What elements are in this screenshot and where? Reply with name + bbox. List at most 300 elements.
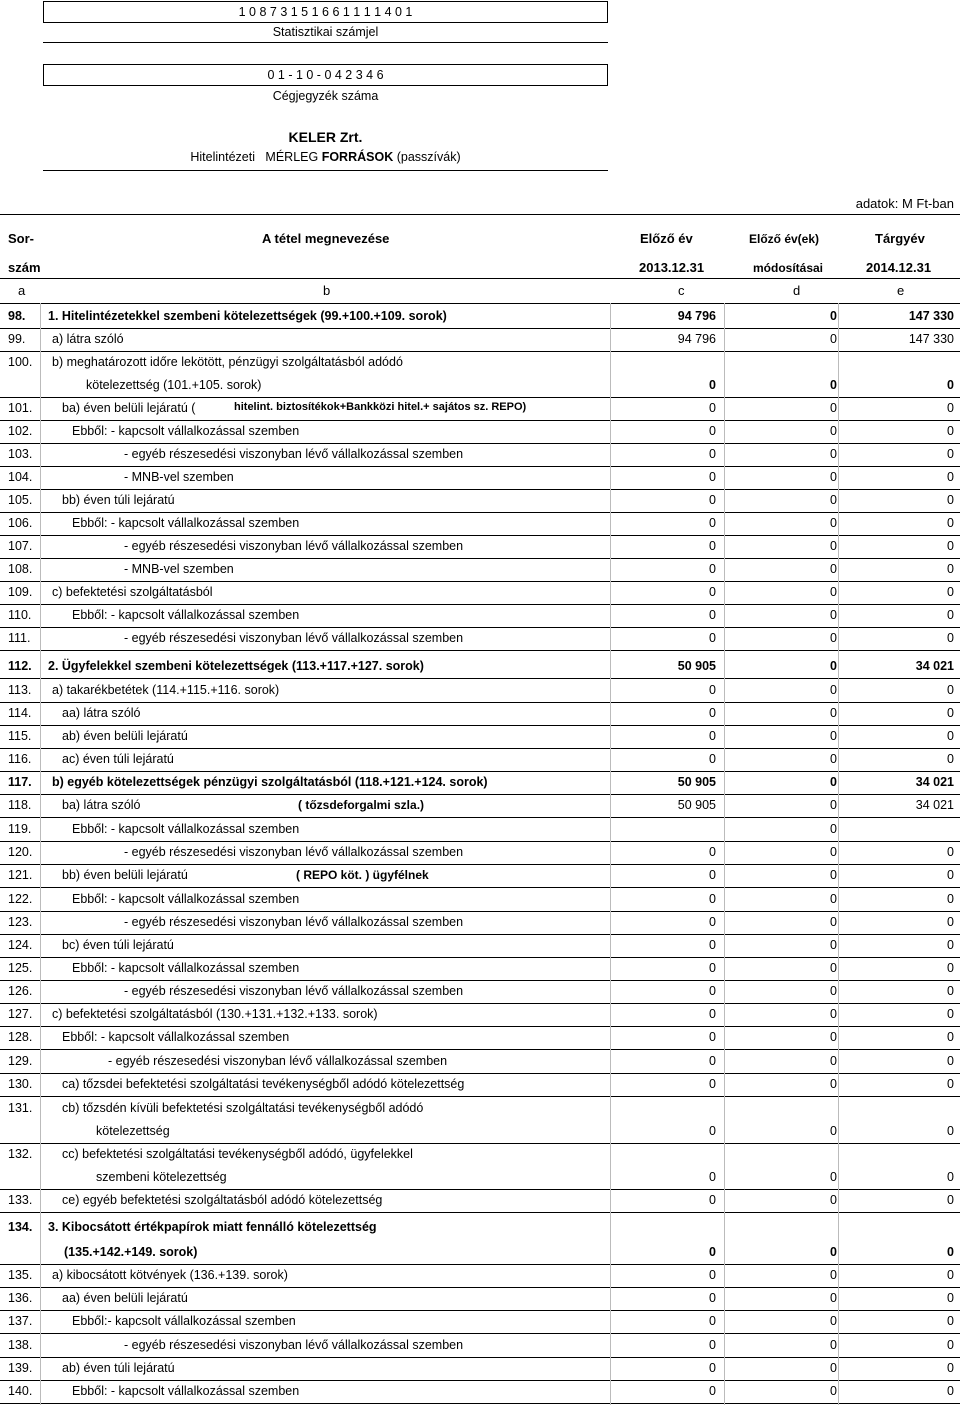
value-current-year: 0	[947, 961, 954, 975]
row-label: - egyéb részesedési viszonyban lévő vállalkozással szemben	[124, 631, 464, 645]
value-modification: 0	[830, 798, 837, 812]
row-divider	[0, 650, 960, 651]
table-row	[0, 957, 960, 980]
row-number: 100.	[8, 355, 33, 369]
value-prev-year: 0	[709, 608, 716, 622]
table-row	[0, 1287, 960, 1310]
row-number: 108.	[8, 562, 33, 576]
stat-code: 1 0 8 7 3 1 5 1 6 6 1 1 1 1 4 0 1	[238, 5, 413, 19]
table-row	[0, 818, 960, 841]
divider	[0, 303, 960, 304]
value-prev-year: 0	[709, 1314, 716, 1328]
value-prev-year: 0	[709, 539, 716, 553]
value-current-year: 0	[947, 1054, 954, 1068]
row-label: - egyéb részesedési viszonyban lévő vállalkozással szemben	[124, 915, 464, 929]
table-row	[0, 558, 960, 581]
row-label: cb) tőzsdén kívüli befektetési szolgáltatási tevékenységből adódó	[62, 1101, 424, 1115]
table-row	[0, 466, 960, 489]
row-label: b) meghatározott időre lekötött, pénzügyi szolgáltatásból adódó	[52, 355, 403, 369]
value-current-year: 0	[947, 683, 954, 697]
table-row	[0, 535, 960, 558]
row-number: 133.	[8, 1193, 33, 1207]
row-label: b) egyéb kötelezettségek pénzügyi szolgáltatásból (118.+121.+124. sorok)	[52, 775, 488, 789]
col-letter-e: e	[897, 283, 905, 298]
value-current-year: 147 330	[908, 332, 954, 346]
value-current-year: 0	[947, 1338, 954, 1352]
value-prev-year: 0	[709, 892, 716, 906]
value-prev-year: 0	[709, 516, 716, 530]
value-modification: 0	[830, 1054, 837, 1068]
row-label: - egyéb részesedési viszonyban lévő vállalkozással szemben	[124, 447, 464, 461]
stat-code-label: Statisztikai számjel	[272, 25, 379, 39]
row-label: Ebből: - kapcsolt vállalkozással szemben	[72, 1384, 300, 1398]
value-prev-year: 0	[709, 1384, 716, 1398]
value-prev-year: 50 905	[677, 798, 716, 812]
table-row	[0, 1264, 960, 1287]
row-number: 120.	[8, 845, 33, 859]
value-current-year: 0	[947, 1193, 954, 1207]
column-divider	[610, 303, 611, 1405]
row-number: 101.	[8, 401, 33, 415]
col-letter-d: d	[793, 283, 801, 298]
value-modification: 0	[830, 470, 837, 484]
table-row	[0, 655, 960, 678]
row-label: 3. Kibocsátott értékpapírok miatt fennálló kötelezettség	[48, 1220, 377, 1234]
row-number: 123.	[8, 915, 33, 929]
reg-code: 0 1 - 1 0 - 0 4 2 3 4 6	[267, 68, 384, 82]
row-number: 140.	[8, 1384, 33, 1398]
value-current-year: 34 021	[915, 798, 954, 812]
value-prev-year: 94 796	[677, 309, 716, 323]
row-number: 134.	[8, 1220, 33, 1234]
row-number: 109.	[8, 585, 33, 599]
row-number: 131.	[8, 1101, 33, 1115]
value-prev-year: 0	[709, 631, 716, 645]
value-modification: 0	[830, 915, 837, 929]
row-label: aa) látra szóló	[62, 706, 141, 720]
value-modification: 0	[830, 1124, 837, 1138]
row-number: 135.	[8, 1268, 33, 1282]
table-row	[0, 489, 960, 512]
value-modification: 0	[830, 608, 837, 622]
value-modification: 0	[830, 424, 837, 438]
value-current-year: 0	[947, 401, 954, 415]
row-label: cc) befektetési szolgáltatási tevékenységből adódó, ügyfelekkel	[62, 1147, 413, 1161]
row-label-note: ( tőzsdeforgalmi szla.)	[298, 798, 425, 812]
reg-code-label: Cégjegyzék száma	[272, 89, 379, 103]
row-number: 118.	[8, 798, 32, 812]
value-modification: 0	[830, 752, 837, 766]
value-current-year: 0	[947, 1384, 954, 1398]
row-number: 125.	[8, 961, 33, 975]
table-row	[0, 443, 960, 466]
row-label: bb) éven túli lejáratú	[62, 493, 175, 507]
value-modification: 0	[830, 961, 837, 975]
value-modification: 0	[830, 938, 837, 952]
row-label: Ebből: - kapcsolt vállalkozással szemben	[72, 516, 300, 530]
value-modification: 0	[830, 1007, 837, 1021]
table-row	[0, 934, 960, 957]
row-label: aa) éven belüli lejáratú	[62, 1291, 188, 1305]
row-number: 137.	[8, 1314, 33, 1328]
divider	[43, 170, 608, 171]
value-current-year: 0	[947, 984, 954, 998]
value-modification: 0	[830, 729, 837, 743]
value-modification: 0	[830, 585, 837, 599]
value-current-year: 147 330	[908, 309, 954, 323]
row-number: 112.	[8, 659, 32, 673]
table-row	[0, 794, 960, 817]
row-number: 103.	[8, 447, 33, 461]
value-modification: 0	[830, 845, 837, 859]
divider	[0, 278, 960, 279]
value-prev-year: 0	[709, 1170, 716, 1184]
value-current-year: 0	[947, 1361, 954, 1375]
value-prev-year: 0	[709, 562, 716, 576]
value-modification: 0	[830, 984, 837, 998]
value-current-year: 0	[947, 539, 954, 553]
row-number: 98.	[8, 309, 26, 323]
table-row	[0, 351, 960, 397]
value-current-year: 0	[947, 1170, 954, 1184]
table-row	[0, 627, 960, 650]
table-row	[0, 1143, 960, 1189]
value-prev-year: 0	[709, 585, 716, 599]
row-label: c) befektetési szolgáltatásból	[52, 585, 213, 599]
value-prev-year: 0	[709, 447, 716, 461]
row-number: 139.	[8, 1361, 33, 1375]
row-number: 122.	[8, 892, 33, 906]
row-label: c) befektetési szolgáltatásból (130.+131.+132.+133. sorok)	[52, 1007, 378, 1021]
value-modification: 0	[830, 1193, 837, 1207]
value-current-year: 0	[947, 424, 954, 438]
table-row	[0, 725, 960, 748]
value-modification: 0	[830, 868, 837, 882]
value-current-year: 0	[947, 915, 954, 929]
value-prev-year: 0	[709, 424, 716, 438]
row-number: 119.	[8, 822, 32, 836]
col-letter-a: a	[18, 283, 26, 298]
value-current-year: 0	[947, 562, 954, 576]
value-current-year: 0	[947, 938, 954, 952]
value-current-year: 0	[947, 378, 954, 392]
row-number: 127.	[8, 1007, 33, 1021]
col-letter-c: c	[678, 283, 685, 298]
col-letter-b: b	[323, 283, 331, 298]
value-modification: 0	[830, 1077, 837, 1091]
value-prev-year: 50 905	[677, 659, 716, 673]
table-row	[0, 1380, 960, 1403]
row-label: ac) éven túli lejáratú	[62, 752, 174, 766]
table-row	[0, 1003, 960, 1026]
table-row	[0, 305, 960, 328]
value-prev-year: 0	[709, 1193, 716, 1207]
col-sor: Sor-	[8, 231, 34, 246]
value-current-year: 0	[947, 1124, 954, 1138]
value-prev-year: 0	[709, 1245, 716, 1259]
value-prev-year: 0	[709, 915, 716, 929]
value-current-year: 0	[947, 1314, 954, 1328]
row-label: a) takarékbetétek (114.+115.+116. sorok)	[52, 683, 280, 697]
value-modification: 0	[830, 516, 837, 530]
row-label: - egyéb részesedési viszonyban lévő vállalkozással szemben	[124, 1338, 464, 1352]
unit-label: adatok: M Ft-ban	[855, 196, 954, 211]
value-current-year: 0	[947, 752, 954, 766]
value-modification: 0	[830, 775, 837, 789]
value-modification: 0	[830, 1384, 837, 1398]
table-row	[0, 1189, 960, 1212]
row-label: ab) éven belüli lejáratú	[62, 729, 188, 743]
value-prev-year: 0	[709, 868, 716, 882]
row-label-cont: kötelezettség	[96, 1124, 170, 1138]
row-number: 105.	[8, 493, 33, 507]
value-modification: 0	[830, 378, 837, 392]
value-prev-year: 0	[709, 1077, 716, 1091]
report-title	[43, 150, 608, 164]
row-number: 110.	[8, 608, 32, 622]
row-label: Ebből: - kapcsolt vállalkozással szemben	[62, 1030, 290, 1044]
row-label: ba) látra szóló	[62, 798, 141, 812]
value-prev-year: 50 905	[677, 775, 716, 789]
value-prev-year: 0	[709, 401, 716, 415]
col-mod: Előző év(ek)	[749, 232, 820, 246]
table-row	[0, 604, 960, 627]
value-current-year: 0	[947, 1268, 954, 1282]
value-modification: 0	[830, 1245, 837, 1259]
value-modification: 0	[830, 706, 837, 720]
value-prev-year: 0	[709, 470, 716, 484]
value-prev-year: 0	[709, 1291, 716, 1305]
table-row	[0, 864, 960, 887]
value-prev-year: 0	[709, 378, 716, 392]
value-current-year: 0	[947, 516, 954, 530]
row-number: 113.	[8, 683, 32, 697]
row-number: 114.	[8, 706, 32, 720]
row-number: 124.	[8, 938, 33, 952]
table-row	[0, 888, 960, 911]
table-row	[0, 771, 960, 794]
value-modification: 0	[830, 659, 837, 673]
table-row	[0, 1334, 960, 1357]
row-number: 106.	[8, 516, 33, 530]
value-modification: 0	[830, 332, 837, 346]
row-label: a) látra szóló	[52, 332, 124, 346]
value-current-year: 0	[947, 608, 954, 622]
value-current-year: 0	[947, 1077, 954, 1091]
table-row	[0, 1216, 960, 1264]
row-number: 138.	[8, 1338, 33, 1352]
value-modification: 0	[830, 683, 837, 697]
row-number: 129.	[8, 1054, 33, 1068]
value-prev-year: 0	[709, 752, 716, 766]
value-modification: 0	[830, 447, 837, 461]
row-label: 2. Ügyfelekkel szembeni kötelezettségek (113.+117.+127. sorok)	[48, 659, 424, 673]
title-part-3: FORRÁSOK	[321, 150, 394, 164]
table-row	[0, 397, 960, 420]
value-modification: 0	[830, 493, 837, 507]
col-mod-2: módosításai	[753, 261, 824, 275]
column-divider	[40, 303, 41, 1405]
value-prev-year: 0	[709, 961, 716, 975]
value-current-year: 0	[947, 892, 954, 906]
divider	[43, 42, 608, 43]
value-current-year: 34 021	[915, 775, 954, 789]
column-divider	[838, 303, 839, 1405]
row-label: - egyéb részesedési viszonyban lévő vállalkozással szemben	[124, 539, 464, 553]
value-modification: 0	[830, 562, 837, 576]
table-row	[0, 420, 960, 443]
row-label: - egyéb részesedési viszonyban lévő vállalkozással szemben	[108, 1054, 448, 1068]
value-modification: 0	[830, 1268, 837, 1282]
value-modification: 0	[830, 822, 837, 836]
value-current-year: 0	[947, 1245, 954, 1259]
row-label: ce) egyéb befektetési szolgáltatásból adódó kötelezettség	[62, 1193, 383, 1207]
value-current-year: 34 021	[915, 659, 954, 673]
value-prev-year: 94 796	[677, 332, 716, 346]
col-prev-date: 2013.12.31	[639, 260, 705, 275]
row-number: 115.	[8, 729, 32, 743]
table-row	[0, 1357, 960, 1380]
row-number: 126.	[8, 984, 33, 998]
row-label: - MNB-vel szemben	[124, 562, 234, 576]
row-label-note: hitelint. biztosítékok+Bankközi hitel.+ sajátos sz. REPO)	[234, 401, 527, 413]
value-prev-year: 0	[709, 1338, 716, 1352]
row-label: Ebből: - kapcsolt vállalkozással szemben	[72, 424, 300, 438]
table-row	[0, 581, 960, 604]
value-prev-year: 0	[709, 938, 716, 952]
row-label: ab) éven túli lejáratú	[62, 1361, 175, 1375]
row-number: 116.	[8, 752, 32, 766]
row-label: - egyéb részesedési viszonyban lévő vállalkozással szemben	[124, 984, 464, 998]
row-number: 102.	[8, 424, 33, 438]
table-row	[0, 1073, 960, 1096]
value-modification: 0	[830, 1291, 837, 1305]
value-prev-year: 0	[709, 1124, 716, 1138]
value-prev-year: 0	[709, 984, 716, 998]
row-number: 104.	[8, 470, 33, 484]
title-part-2: MÉRLEG	[265, 150, 319, 164]
row-label: bb) éven belüli lejáratú	[62, 868, 188, 882]
table-row	[0, 841, 960, 864]
value-current-year: 0	[947, 1007, 954, 1021]
table-row	[0, 679, 960, 702]
row-number: 99.	[8, 332, 26, 346]
row-label: Ebből: - kapcsolt vállalkozással szemben	[72, 892, 300, 906]
row-divider	[0, 1212, 960, 1213]
value-prev-year: 0	[709, 1361, 716, 1375]
row-label: Ebből: - kapcsolt vállalkozással szemben	[72, 961, 300, 975]
row-label: ba) éven belüli lejáratú (	[62, 401, 196, 415]
value-modification: 0	[830, 1314, 837, 1328]
row-label: Ebből: - kapcsolt vállalkozással szemben	[72, 822, 300, 836]
table-row	[0, 512, 960, 535]
value-prev-year: 0	[709, 706, 716, 720]
row-label: a) kibocsátott kötvények (136.+139. sorok)	[52, 1268, 288, 1282]
title-part-4: (passzívák)	[396, 150, 461, 164]
table-row	[0, 980, 960, 1003]
value-modification: 0	[830, 309, 837, 323]
table-row	[0, 911, 960, 934]
value-modification: 0	[830, 401, 837, 415]
value-current-year: 0	[947, 447, 954, 461]
col-prev: Előző év	[640, 231, 693, 246]
value-modification: 0	[830, 892, 837, 906]
value-prev-year: 0	[709, 1030, 716, 1044]
value-current-year: 0	[947, 470, 954, 484]
col-curr-date: 2014.12.31	[866, 260, 932, 275]
value-current-year: 0	[947, 845, 954, 859]
row-divider	[0, 1403, 960, 1404]
value-prev-year: 0	[709, 1054, 716, 1068]
row-number: 121.	[8, 868, 33, 882]
row-number: 111.	[8, 631, 31, 645]
row-number: 117.	[8, 775, 32, 789]
value-current-year: 0	[947, 706, 954, 720]
row-label: - egyéb részesedési viszonyban lévő vállalkozással szemben	[124, 845, 464, 859]
company-name: KELER Zrt.	[288, 129, 363, 145]
row-number: 130.	[8, 1077, 33, 1091]
divider	[0, 214, 960, 215]
row-label: Ebből:- kapcsolt vállalkozással szemben	[72, 1314, 296, 1328]
row-number: 128.	[8, 1030, 33, 1044]
col-name: A tétel megnevezése	[262, 231, 390, 246]
table-row	[0, 1050, 960, 1073]
row-label: ca) tőzsdei befektetési szolgáltatási tevékenységből adódó kötelezettség	[62, 1077, 465, 1091]
value-modification: 0	[830, 1338, 837, 1352]
column-divider	[724, 303, 725, 1405]
value-current-year: 0	[947, 493, 954, 507]
table-row	[0, 1097, 960, 1143]
row-label-cont: (135.+142.+149. sorok)	[64, 1245, 198, 1259]
value-prev-year: 0	[709, 1268, 716, 1282]
value-current-year: 0	[947, 729, 954, 743]
table-row	[0, 1026, 960, 1049]
value-modification: 0	[830, 539, 837, 553]
value-prev-year: 0	[709, 683, 716, 697]
row-label-cont: kötelezettség (101.+105. sorok)	[86, 378, 262, 392]
value-modification: 0	[830, 1170, 837, 1184]
row-label: Ebből: - kapcsolt vállalkozással szemben	[72, 608, 300, 622]
table-row	[0, 1310, 960, 1333]
table-row	[0, 702, 960, 725]
col-szam: szám	[8, 260, 41, 275]
row-label-note: ( REPO köt. ) ügyfélnek	[296, 868, 429, 882]
value-current-year: 0	[947, 868, 954, 882]
title-part-1: Hitelintézeti	[190, 150, 255, 164]
value-prev-year: 0	[709, 1007, 716, 1021]
value-modification: 0	[830, 631, 837, 645]
value-current-year: 0	[947, 1291, 954, 1305]
row-number: 132.	[8, 1147, 33, 1161]
row-number: 136.	[8, 1291, 33, 1305]
row-label: - MNB-vel szemben	[124, 470, 234, 484]
row-label: 1. Hitelintézetekkel szembeni kötelezettségek (99.+100.+109. sorok)	[48, 309, 447, 323]
row-number: 107.	[8, 539, 33, 553]
table-row	[0, 328, 960, 351]
table-row	[0, 748, 960, 771]
row-label: bc) éven túli lejáratú	[62, 938, 174, 952]
value-modification: 0	[830, 1030, 837, 1044]
value-current-year: 0	[947, 1030, 954, 1044]
value-current-year: 0	[947, 585, 954, 599]
value-prev-year: 0	[709, 845, 716, 859]
col-curr: Tárgyév	[875, 231, 925, 246]
value-current-year: 0	[947, 631, 954, 645]
value-modification: 0	[830, 1361, 837, 1375]
row-label-cont: szembeni kötelezettség	[96, 1170, 227, 1184]
value-prev-year: 0	[709, 493, 716, 507]
value-prev-year: 0	[709, 729, 716, 743]
